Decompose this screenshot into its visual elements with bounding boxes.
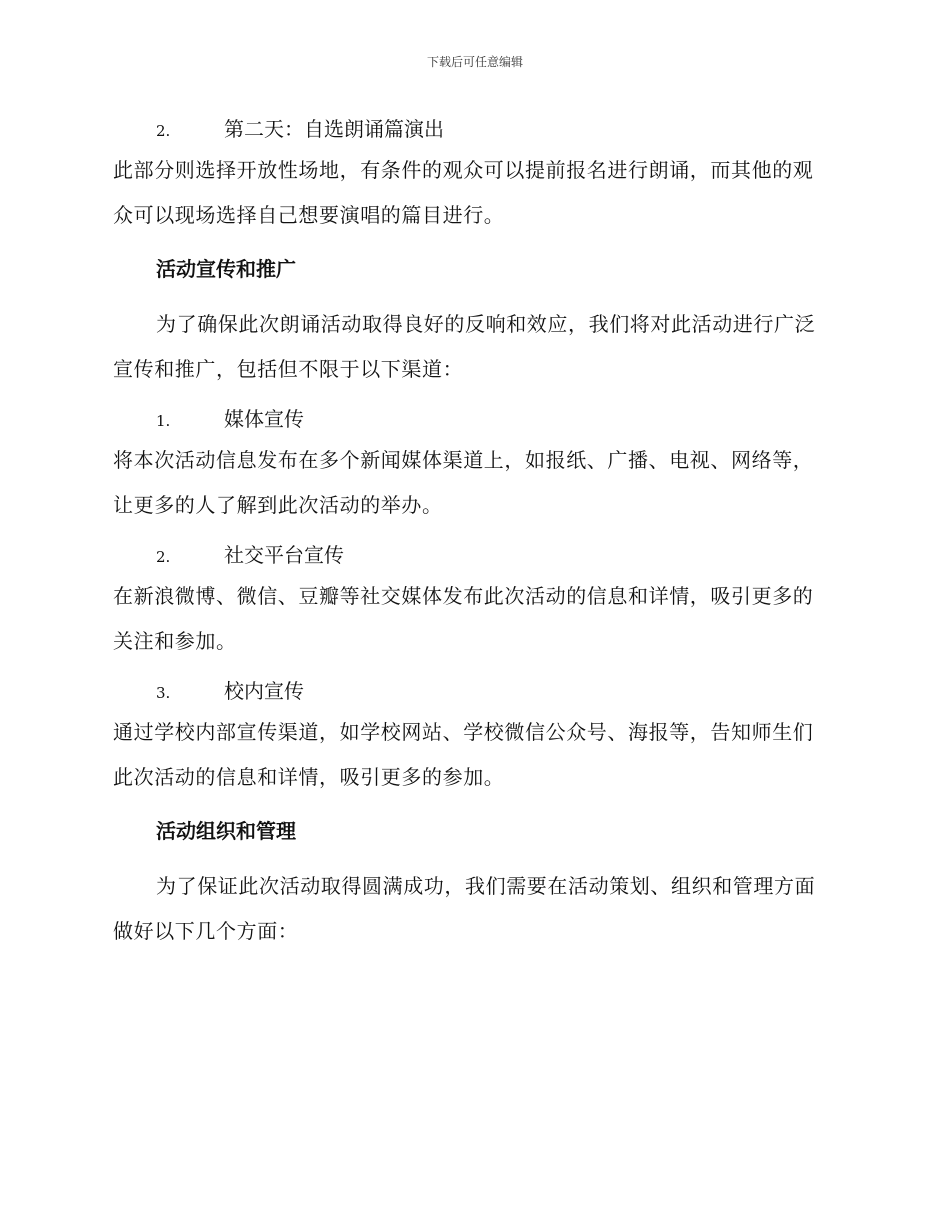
list-number: 3. bbox=[156, 684, 171, 702]
document-body bbox=[113, 112, 833, 954]
list-item-social bbox=[113, 538, 833, 572]
list-item-media bbox=[113, 402, 833, 436]
list-text: 媒体宣传 bbox=[224, 407, 304, 431]
section-heading-promotion: 活动宣传和推广 bbox=[156, 257, 296, 281]
list-number: 2. bbox=[156, 548, 171, 566]
paragraph-social: 在新浪微博、微信、豆瓣等社交媒体发布此次活动的信息和详情，吸引更多的关注和参加。 bbox=[113, 584, 814, 653]
list-item-campus bbox=[113, 674, 833, 708]
list-text: 校内宣传 bbox=[224, 679, 304, 703]
list-item-day2 bbox=[113, 112, 833, 146]
paragraph-promotion-intro: 为了确保此次朗诵活动取得良好的反响和效应，我们将对此活动进行广泛宣传和推广，包括但不限于以下渠道： bbox=[113, 312, 816, 381]
paragraph-day2: 此部分则选择开放性场地，有条件的观众可以提前报名进行朗诵，而其他的观众可以现场选择自己想要演唱的篇目进行。 bbox=[113, 158, 814, 227]
list-text: 第二天：自选朗诵篇演出 bbox=[224, 117, 444, 141]
section-heading-organization: 活动组织和管理 bbox=[156, 819, 296, 843]
list-text: 社交平台宣传 bbox=[224, 543, 344, 567]
paragraph-organization-intro: 为了保证此次活动取得圆满成功，我们需要在活动策划、组织和管理方面做好以下几个方面： bbox=[113, 874, 816, 943]
list-number: 1. bbox=[156, 412, 171, 430]
page-header: 下载后可任意编辑 bbox=[426, 55, 523, 69]
paragraph-media: 将本次活动信息发布在多个新闻媒体渠道上，如报纸、广播、电视、网络等，让更多的人了解到此次活动的举办。 bbox=[113, 448, 814, 517]
paragraph-campus: 通过学校内部宣传渠道，如学校网站、学校微信公众号、海报等，告知师生们此次活动的信息和详情，吸引更多的参加。 bbox=[113, 720, 814, 789]
list-number: 2. bbox=[156, 122, 171, 140]
